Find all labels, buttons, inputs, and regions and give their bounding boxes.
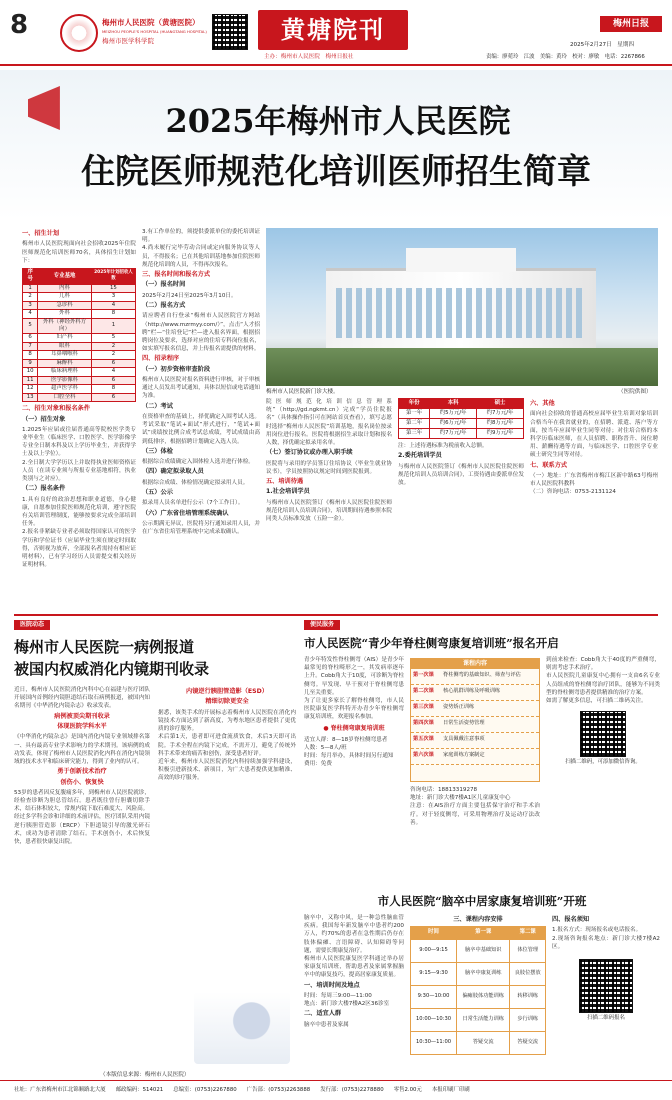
table-cell: 约5万元/年 xyxy=(430,409,477,419)
a4-sched-header: 第二课 xyxy=(510,927,546,939)
sponsor-line: 主办：梅州市人民医院 梅州日报社 xyxy=(264,54,354,60)
a2-p7: 近年来，梅州市人民医院消化内科持续加强学科建设，积极引进新技术、新项目，为广大患者提供更加精准、高效的诊疗服务。 xyxy=(158,758,296,782)
pay-header: 硕士 xyxy=(477,399,524,409)
a1-s2-title: 二、招生对象和报名条件 xyxy=(22,405,91,413)
a3-p2: 为了让更多家长了解脊柱侧弯，市人民医院康复医学科特开办青少年脊柱侧弯康复培训班，欢迎报名参加。 xyxy=(304,698,404,721)
table-cell: 6 xyxy=(91,376,135,385)
column-title-box xyxy=(258,10,408,50)
table-cell: 约7万元/年 xyxy=(477,409,524,419)
a1-col4-text2: （七）签订协议或办理入职手续 xyxy=(266,449,353,457)
list-item xyxy=(411,717,539,733)
table-cell: 2 xyxy=(91,342,135,351)
sched-label: 第二次课 xyxy=(413,688,434,695)
table-cell: 急诊科 xyxy=(38,301,92,310)
a1-col6 xyxy=(530,398,658,608)
a1-s4-sub3: （三）体检 xyxy=(142,447,173,455)
table-row xyxy=(23,301,136,310)
masthead-qr-icon xyxy=(212,14,248,50)
contact-phone: （二）咨询电话：0753-2131124 xyxy=(530,489,616,496)
a2-illustration xyxy=(194,992,290,1064)
table-cell: 约6万元/年 xyxy=(430,419,477,429)
table-cell: 第一年 xyxy=(399,409,430,419)
a2-sub3: 内镜逆行胰胆管造影（ESD） xyxy=(186,688,268,695)
pay-header: 本科 xyxy=(430,399,477,409)
a1-s5-text1: 与梅州市人民医院签订《梅州市人民医院住院医师规范化培训人员培训合同》，培训期间待遇参照本院同类人员标准发放（五险一金）。 xyxy=(266,499,392,523)
credits-line: 责编：廖菀玲 江波 美编：黄玲 校对：廖敏 电话：2267866 xyxy=(486,54,645,60)
table-row xyxy=(23,293,136,302)
list-item xyxy=(411,749,539,765)
a3-title: 市人民医院“青少年脊柱侧弯康复培训班”报名开启 xyxy=(304,636,559,650)
table-cell: 2 xyxy=(91,351,135,360)
hospital-photo xyxy=(266,228,658,386)
sched-label: 第四次课 xyxy=(413,720,434,727)
table-cell: 口腔全科 xyxy=(38,393,92,402)
table-cell: 12 xyxy=(23,385,38,394)
a2-source: （本版信息来源：梅州市人民医院） xyxy=(100,1072,190,1078)
pay-header: 年份 xyxy=(399,399,430,409)
table-row xyxy=(411,985,546,1008)
masthead xyxy=(0,0,672,66)
table-cell: 9:15—9:30 xyxy=(411,962,457,985)
headline-line1: 2025年梅州市人民医院 xyxy=(165,102,511,140)
table-cell: 3 xyxy=(91,293,135,302)
table-cell: 10:30—11:00 xyxy=(411,1031,457,1054)
a2-sub2b: 创伤小、恢复快 xyxy=(60,778,104,786)
tree-band xyxy=(266,348,658,386)
table-cell: 6 xyxy=(91,359,135,368)
a3-address: 地址：新门诊大楼7楼A1区儿童康复中心 xyxy=(410,795,511,802)
a1-col5-text1: 注：上述待遇标准为税前收入总额。 xyxy=(398,443,488,449)
table-cell: 外科 xyxy=(38,310,92,319)
a2-p1: 近日，梅州市人民医院消化内科中心在福建与医疗团队开展国内首例经内镜胆道结石取石病例报道，被国内知名期刊《中华消化内镜杂志》收录发表。 xyxy=(14,687,150,710)
a3-right1: 到前来检查：Cobb角大于40度的严重侧弯，则需考虑手术治疗。 xyxy=(546,657,660,672)
a4-col3 xyxy=(552,914,660,1068)
sched-content: 日常生活姿势管理 xyxy=(443,720,485,727)
table-cell: 步行训练 xyxy=(510,1008,546,1031)
a3-time: 适宜人群：8—18岁脊柱侧弯患者 xyxy=(304,736,388,743)
a1-s2-text1: 1.2025年应届或往届普通高等院校医学类专业毕业生（临床医学、口腔医学、医学影像学专业全日制本科及以上学历毕业生，并获得学士及以上学位）。 xyxy=(22,426,136,458)
a2-sub2: 勇于创新技术治疗 xyxy=(57,768,107,776)
table-row xyxy=(411,962,546,985)
a3-p1: 青少年特发性脊柱侧弯（AIS）是青少年最常见的脊柱畸形之一，其发病率逐年上升。Cobb角大于10度，可诊断为脊柱侧弯。早发现、早干预对于脊柱侧弯患儿至关重要。 xyxy=(304,657,404,696)
table-cell: 8 xyxy=(23,351,38,360)
a2-tag-wrap xyxy=(14,620,296,636)
a2-col1 xyxy=(14,686,150,1068)
hospital-logo xyxy=(60,14,98,52)
sched-content: 核心肌群训练及呼吸训练 xyxy=(443,688,501,695)
table-cell: 8 xyxy=(91,310,135,319)
table-row xyxy=(411,1031,546,1054)
sched-label: 第一次课 xyxy=(413,672,434,679)
a3-schedule xyxy=(410,658,540,782)
table-cell: 1 xyxy=(91,318,135,334)
a4-sched-title: 三、课程内容安排 xyxy=(453,916,503,923)
sched-label: 第五次课 xyxy=(413,736,434,743)
a4-sub4: 四、报名须知 xyxy=(552,916,590,923)
a1-s1-text: 梅州市人民医院现面向社会招收2025年住院医师规范化培训医师70名，具体招生计划如下： xyxy=(22,241,136,264)
table-cell: 10 xyxy=(23,368,38,377)
table-cell: 4 xyxy=(91,368,135,377)
a4-p2: 梅州市人民医院康复医学科通过举办居家康复培训班，帮助患者及家属掌握脑卒中的康复技巧，提高居家康复质量。 xyxy=(304,956,404,979)
a4-sub2: 二、适宜人群 xyxy=(304,1010,342,1018)
table-cell: 偏瘫肢体功能训练 xyxy=(457,985,510,1008)
list-item xyxy=(411,669,539,685)
contact-address: （一）地址：广东省梅州市梅江区新中路63号梅州市人民医院科教科 xyxy=(530,472,658,488)
a1-col5-text2: 2.委托培训学员 xyxy=(398,452,442,460)
table-cell: 第三年 xyxy=(399,429,430,439)
a1-col5 xyxy=(398,398,524,608)
a1-col4 xyxy=(266,398,392,608)
a1-s2-sub2: （二）报名条件 xyxy=(22,485,66,493)
a2-col2 xyxy=(158,686,296,986)
a3-sched-title: 课程内容 xyxy=(411,659,539,669)
a1-s4-text6: 公示期满无异议，医院将另行通知录用人员，并在广东省住培管理系统中完成录取确认。 xyxy=(142,520,260,536)
a1-s5-title: 五、培训待遇 xyxy=(266,477,304,485)
a1-col2-text2: 4.尚未履行完毕劳动合同或定向服务协议等人员，不得报名；已在其他培训基地参加住院医师规范化培训的人员，不得再次报名。 xyxy=(142,245,260,268)
table-cell: 超声医学科 xyxy=(38,385,92,394)
table-cell: 3 xyxy=(23,301,38,310)
a4-schedule xyxy=(410,914,546,1068)
a1-col4-text3: 医院将与录用的学员签订住培协议（毕业生就业协议书），学员按照协议规定时间到医院报到。 xyxy=(266,460,392,475)
a1-s4-text2: 在资格审查的基础上，择优确定入围考试人选。考试采取“笔试+面试”形式进行，“笔试+面试”成绩按比例合成考试总成绩，考试成绩由高到低排序，根据招聘计划确定入选人员。 xyxy=(142,414,260,445)
megaphone-icon xyxy=(28,86,86,130)
sched-content: 家庭训练方案制定 xyxy=(443,752,485,759)
table-cell: 转移训练 xyxy=(510,985,546,1008)
a4-title: 市人民医院“脑卒中居家康复培训班”开班 xyxy=(377,894,587,908)
a4-qr-caption: 扫描二维码报名 xyxy=(587,1014,625,1021)
table-row xyxy=(23,376,136,385)
table-cell: 耳鼻咽喉科 xyxy=(38,351,92,360)
table-cell: 儿科 xyxy=(38,293,92,302)
a4-col1 xyxy=(304,914,404,1068)
a3-count: 人数：5—8人/班 xyxy=(304,744,347,751)
table-cell: 医学影像科 xyxy=(38,376,92,385)
list-item xyxy=(411,685,539,701)
footer xyxy=(0,1080,672,1100)
sched-content: 脊柱侧弯的基础知识、筛查与评估 xyxy=(443,672,521,679)
photo-credit: （医院供图） xyxy=(618,389,652,395)
a4-sched-table xyxy=(410,926,546,1054)
a4-p1: 脑卒中，又称中风，是一种急性脑血管疾病。我国每年新发脑卒中患者约200万人，约70%的患者在急性期后仍存在肢体偏瘫、言语障碍、认知障碍等问题，需要长期康复治疗。 xyxy=(304,915,404,954)
a4-sub2-text: 脑卒中患者及家属 xyxy=(304,1021,349,1028)
table-cell: 体位管理 xyxy=(510,939,546,962)
a1-col6-title: 六、其他 xyxy=(530,400,555,407)
a2-p3: 53岁的患者因反复腹痛多年，到梅州市人民医院就诊，经检查诊断为胆总管结石。患者既往曾行胆囊切除手术，结石体积较大，常规内镜下取石难度大、风险高。 xyxy=(14,789,150,813)
a1-s2-text2: 2.全日制大学学历以上并取得执业医师资格证人员（在读专业须与所报专业基地相符，执业类别与之对应）。 xyxy=(22,459,136,483)
table-cell: 眼科 xyxy=(38,342,92,351)
sched-content: 姿势矫正训练 xyxy=(443,704,475,711)
a3-note: 注意：在AIS治疗方面主要包括保守治疗和手术治疗。对于轻度侧弯，可采用物理治疗及运动疗法改善。 xyxy=(410,803,540,826)
paper-logo: 梅州日报 xyxy=(600,16,662,32)
a3-tag-wrap xyxy=(304,620,660,634)
article2 xyxy=(14,620,296,1068)
footer-price: 零售2.00元 xyxy=(393,1086,422,1093)
table-cell: 约7万元/年 xyxy=(430,429,477,439)
a4-sub4-text2: 2.现场咨询报名地点：新门诊大楼7楼A2区。 xyxy=(552,935,660,950)
a3-phone: 咨询电话：18813319278 xyxy=(410,787,478,793)
photo-caption: 梅州市人民医院新门诊大楼。 xyxy=(266,389,339,395)
table-cell: 9:00—9:15 xyxy=(411,939,457,962)
table-cell: 11 xyxy=(23,376,38,385)
table-cell: 7 xyxy=(23,342,38,351)
footer-tel2: 广告部：(0753)2263888 xyxy=(246,1086,311,1093)
a3-sched-list xyxy=(411,669,539,765)
table-cell: 临床病理科 xyxy=(38,368,92,377)
table-row xyxy=(23,342,136,351)
a1-s2-sub1: （一）招生对象 xyxy=(22,415,66,423)
footer-code: 邮政编码：514021 xyxy=(115,1086,164,1093)
sched-label: 第三次课 xyxy=(413,704,434,711)
a2-sub3b: 精细切除更安全 xyxy=(205,698,249,706)
table-cell: 5 xyxy=(23,318,38,334)
a1-s3-title: 三、报名时间和报名方式 xyxy=(142,271,211,279)
table-row xyxy=(399,409,524,419)
a2-tag: 医院动态 xyxy=(14,620,50,630)
table-cell: 脑卒中康复训练 xyxy=(457,962,510,985)
table-row xyxy=(23,368,136,377)
a3-banner: ● 脊柱侧弯康复培训班 xyxy=(323,724,385,732)
a4-sched-header: 时间 xyxy=(411,927,457,939)
a3-tag: 便民服务 xyxy=(304,620,340,630)
issue-date: 2025年2月27日 星期四 xyxy=(570,42,635,48)
section-divider xyxy=(14,614,658,616)
table-row xyxy=(23,359,136,368)
a1-s3-text2: 请应聘者自行登录“梅州市人民医院官方网站（http://www.mzrmyy.com/）”，点击“人才招聘”栏—“住培登记”栏—进入报名界面，根据招聘岗位及要求，选择对应的住培专科岗位报名，如实填写报名信息，并上传报名需提供的材料。 xyxy=(142,313,260,353)
table-cell: 8 xyxy=(91,385,135,394)
table-row xyxy=(23,284,136,293)
a4-sub1: 一、培训时间及地点 xyxy=(304,981,360,989)
table-cell: 9 xyxy=(23,359,38,368)
table-cell: 答疑交流 xyxy=(510,1031,546,1054)
table-cell: 内科 xyxy=(38,284,92,293)
table-cell: 4 xyxy=(91,301,135,310)
table-cell: 妇产科 xyxy=(38,334,92,343)
a1-s5-sub: 1.社会培训学员 xyxy=(266,488,310,496)
a2-sub1b: 体现医院学科水平 xyxy=(57,722,107,730)
a4-sub1-addr: 地点：新门诊大楼7楼A2区36诊室 xyxy=(304,1001,390,1008)
a4-qr-icon xyxy=(579,959,633,1013)
hospital-sub: 梅州市医学科学院 xyxy=(102,37,154,45)
table-cell: 4 xyxy=(23,310,38,319)
table-cell: 1 xyxy=(23,284,38,293)
a1-col1 xyxy=(22,228,136,608)
column-title: 黄塘院刊 xyxy=(281,16,385,44)
a1-s1-title: 一、招生计划 xyxy=(22,230,60,237)
table-cell: 日常生活能力训练 xyxy=(457,1008,510,1031)
a3-col1 xyxy=(304,656,404,888)
table-cell: 13 xyxy=(23,393,38,402)
a1-s4-text4: 根据综合成绩、体检情况确定拟录用人员。 xyxy=(142,479,249,486)
table-cell: 5 xyxy=(91,334,135,343)
table-cell: 答疑交流 xyxy=(457,1031,510,1054)
a1-col4-text1: 院医师规范化培训信息管理系统”（http://gd.ngkmt.cn）完成“学员住院报名”（具体操作指引可在网站首页查看），填写志愿时选择“梅州市人民医院”培训基地，报名岗位按录用岗位进行报名。医院将根据招生录取计划和报名人数，择优确定拟录用名单。 xyxy=(266,399,392,447)
a2-p6: 术后第1天，患者即可进食流质饮食，术后3天即可出院。手术全程在内镜下完成，不需开刀，避免了传统外科手术带来的痛苦和创伤，深受患者好评。 xyxy=(158,734,296,757)
footer-address: 社址：广东省梅州市江北锦顺路北大厦 xyxy=(14,1086,106,1093)
footer-tel1: 总编室：(0753)2267880 xyxy=(173,1086,237,1093)
a1-s4-sub5: （五）公示 xyxy=(142,488,173,496)
table-cell: 6 xyxy=(23,334,38,343)
a4-sub1-text: 时间：每周三9:00—11:00 xyxy=(304,992,372,999)
list-item xyxy=(411,701,539,717)
a1-col2-text1: 3.有工作单位的，须提供委派单位的委托培训证明。 xyxy=(142,229,260,244)
table-row xyxy=(411,939,546,962)
a1-s3-sub2: （二）报名方式 xyxy=(142,301,186,309)
table-row xyxy=(23,351,136,360)
a1-s4-text3: 根据综合成绩确定入围体检人选并进行体检。 xyxy=(142,459,254,466)
page-number: 8 xyxy=(10,10,29,40)
table-row xyxy=(23,318,136,334)
a1-s4-title: 四、招录程序 xyxy=(142,355,180,363)
table-row xyxy=(23,310,136,319)
a2-title1: 梅州市人民医院一病例报道 xyxy=(14,638,195,656)
quota-header: 序号 xyxy=(23,268,38,284)
sched-content: 支具佩戴注意事项 xyxy=(443,736,485,743)
a1-s4-sub2: （二）考试 xyxy=(142,402,173,410)
table-cell: 外科（神经外科方向） xyxy=(38,318,92,334)
sched-label: 第六次课 xyxy=(413,752,434,759)
footer-tel3: 发行部：(0753)2278880 xyxy=(320,1086,384,1093)
building-windows xyxy=(336,288,586,338)
a4-sub4-text1: 1.报名方式：现场报名或电话报名。 xyxy=(552,927,642,934)
hospital-name-en: MEIZHOU PEOPLE'S HOSPITAL (HUANGTANG HOSPITAL) xyxy=(102,29,207,34)
a1-s4-text5: 拟录用人员名单进行公示（7个工作日）。 xyxy=(142,500,244,507)
a3-right2: 市人民医院儿童康复中心拥有一支由6名专业人员组成的脊柱侧弯治疗团队，能够为不同类型的脊柱侧弯患者提供精准的治疗方案。 xyxy=(546,673,660,696)
table-cell: 第二年 xyxy=(399,419,430,429)
a2-p2: 《中华消化内镜杂志》是国内消化内镜专业领域排名第一、具有最高专业学术影响力的学术期刊。该病例的成功发表，体现了梅州市人民医院消化内科在消化内镜领域的技术水平和临床研究能力，得到了业内的认可。 xyxy=(14,734,150,765)
a1-col5-text3: 与梅州市人民医院签订《梅州市人民医院住院医师规范化培训人员培训合同》，工资待遇由委派单位发放。 xyxy=(398,463,524,486)
a2-p4: 经过多学科会诊和详细的术前评估，医疗团队采用内镜逆行胰胆管造影（ERCP）下胆道镜引导的激光碎石术，成功为患者清除了结石。手术创伤小，术后恢复快，患者很快康复出院。 xyxy=(14,814,150,846)
list-item xyxy=(411,733,539,749)
article3 xyxy=(304,620,660,888)
a1-s2-text3: 1.具有良好的政治思想和职业道德，身心健康，自愿参加住院医师规范化培训，遵守医院有关培训管理制度，能够按要求完成全部培训任务。 xyxy=(22,496,136,528)
pay-table xyxy=(398,398,524,439)
table-cell: 10:00—10:30 xyxy=(411,1008,457,1031)
building-tower xyxy=(406,248,516,272)
a1-s4-text1: 梅州市人民医院对报名资料进行审核，对于审核通过人员发出考试通知，具体以短信或电话通知为准。 xyxy=(142,377,260,400)
table-cell: 约9万元/年 xyxy=(477,429,524,439)
table-cell: 9:30—10:00 xyxy=(411,985,457,1008)
a3-col3 xyxy=(546,656,660,888)
a3-mid xyxy=(410,786,540,886)
a1-s4-sub1: （一）初步资格审查阶段 xyxy=(142,365,211,373)
headline-line2: 住院医师规范化培训医师招生简章 xyxy=(81,152,591,192)
table-cell: 6 xyxy=(91,393,135,402)
hospital-name-cn: 梅州市人民医院（黄塘医院） xyxy=(102,18,200,27)
a1-s3-text1: 2025年2月24日至2025年3月10日。 xyxy=(142,292,237,299)
a1-s4-sub4: （四）确定拟录取人员 xyxy=(142,468,204,476)
a3-right3: 如需了解更多信息，可扫描二维码关注。 xyxy=(546,698,647,705)
a3-qr-icon xyxy=(580,711,626,757)
footer-print: 本报印刷厂印刷 xyxy=(431,1086,470,1093)
table-cell: 2 xyxy=(23,293,38,302)
a3-fee: 费用：免费 xyxy=(304,761,332,768)
table-cell: 麻醉科 xyxy=(38,359,92,368)
a2-p5: 据悉，该类手术的开展标志着梅州市人民医院在消化内镜技术方面达到了新高度，为粤东地区患者提供了更优质的诊疗服务。 xyxy=(158,709,296,733)
article4 xyxy=(304,892,660,1068)
quota-header: 专业基地 xyxy=(38,268,92,284)
table-cell: 约8万元/年 xyxy=(477,419,524,429)
table-row xyxy=(399,419,524,429)
table-row xyxy=(23,385,136,394)
a1-s7-title: 七、联系方式 xyxy=(530,461,568,469)
a1-col2 xyxy=(142,228,260,608)
a1-s4-sub6: （六）广东省住培管理系统确认 xyxy=(142,509,229,517)
quota-header: 2025年计划招收人数 xyxy=(91,268,135,284)
table-row xyxy=(23,393,136,402)
a1-col6-text: 面向社会招收的普通高校应届毕业生培训对象培训合格当年在我省就业的，在招聘、派遣、落户等方面，按当年应届毕业生同等对待；对住培合格的本科学历临床医师，在人员招聘、职称晋升、岗位聘用、薪酬待遇等方面，与临床医学、口腔医学专业硕士研究生同等对待。 xyxy=(530,411,658,459)
a2-title2: 被国内权威消化内镜期刊收录 xyxy=(14,660,210,678)
table-cell: 良肢位摆放 xyxy=(510,962,546,985)
table-row xyxy=(411,1008,546,1031)
table-cell: 脑卒中基础知识 xyxy=(457,939,510,962)
quota-table xyxy=(22,268,136,402)
a3-qr-caption: 扫描二维码，可添加微信咨询。 xyxy=(565,759,641,766)
a2-sub1: 病例被顶尖期刊收录 xyxy=(54,712,110,720)
headline-area xyxy=(0,70,672,220)
table-row xyxy=(23,334,136,343)
a3-period: 时间：每月举办，具体时间另行通知 xyxy=(304,753,394,760)
a4-sched-header: 第一课 xyxy=(457,927,510,939)
table-cell: 15 xyxy=(91,284,135,293)
table-row xyxy=(399,429,524,439)
a1-s3-sub1: （一）报名时间 xyxy=(142,281,186,289)
a1-s2-text4: 2.报名非紧缺专业者必须取得国家认可的医学学历和学位证书（应届毕业生须在规定时间取得，否则视为放弃，全部报名者需持有相应证明材料），已有学习经历人员需提交相关经历证明材料。 xyxy=(22,529,136,569)
